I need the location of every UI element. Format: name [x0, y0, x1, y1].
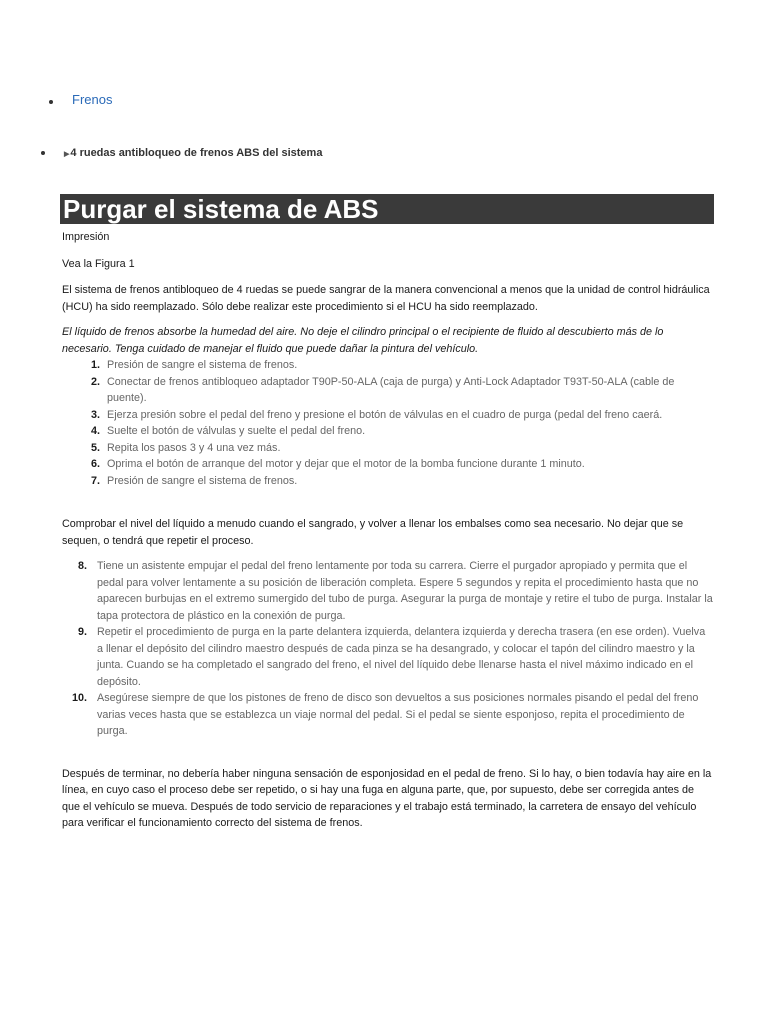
step-text: Conectar de frenos antibloqueo adaptador T90P-50-ALA (caja de purga) y Anti-Lock Adaptador T93T-50-ALA (cable de puente). — [107, 375, 675, 404]
step-number: 7. — [90, 474, 100, 487]
list-item — [62, 558, 714, 624]
list-item — [62, 423, 714, 440]
step-text: Presión de sangre el sistema de frenos. — [107, 359, 298, 371]
page-title-bar — [60, 194, 714, 224]
step-text: Presión de sangre el sistema de frenos. — [107, 474, 298, 487]
print-label[interactable]: Impresión — [62, 231, 110, 243]
step-text: Oprima el botón de arranque del motor y dejar que el motor de la bomba funcione durante 1 minuto. — [107, 458, 585, 470]
step-text: Suelte el botón de válvulas y suelte el pedal del freno. — [107, 425, 366, 437]
step-text: Repita los pasos 3 y 4 una vez más. — [107, 441, 281, 454]
list-item — [62, 374, 714, 407]
step-number: 9. — [77, 626, 87, 638]
step-text: Asegúrese siempre de que los pistones de freno de disco son devueltos a sus posiciones normales pisando el pedal del freno varias veces hasta que se establezca un viaje normal del pedal. Si el pedal se siente esponjoso, repita el procedimiento de purga. — [97, 692, 699, 737]
list-item — [62, 473, 714, 490]
step-number: 6. — [90, 458, 100, 470]
step-number: 5. — [90, 441, 100, 454]
bullet-icon — [41, 151, 45, 155]
warning-paragraph: El líquido de frenos absorbe la humedad del aire. No deje el cilindro principal o el recipiente de fluido al descubierto más de lo necesario. Tenga cuidado de manejar el fluido que puede dañar la pintura del vehículo. — [62, 326, 664, 355]
step-number: 1. — [90, 359, 100, 371]
step-number: 2. — [90, 375, 100, 388]
arrow-right-icon: ▶ — [64, 151, 70, 158]
breadcrumb-subcategory-label: 4 ruedas antibloqueo de frenos ABS del sistema — [70, 147, 323, 159]
step-text: Ejerza presión sobre el pedal del freno y presione el botón de válvulas en el cuadro de purga (pedal del freno caerá. — [107, 408, 663, 421]
list-item — [62, 624, 714, 690]
list-item — [62, 407, 714, 424]
bullet-icon — [49, 100, 53, 104]
step-number: 4. — [90, 425, 100, 437]
steps-list-continued — [62, 558, 714, 740]
list-item — [62, 357, 714, 374]
breadcrumb-subcategory[interactable] — [64, 147, 322, 159]
intro-paragraph: El sistema de frenos antibloqueo de 4 ruedas se puede sangrar de la manera convencional a menos que la unidad de control hidráulica (HCU) ha sido reemplazado. Sólo debe realizar este procedimiento si el HCU ha sido reemplazado. — [62, 284, 710, 313]
final-paragraph: Después de terminar, no debería haber ninguna sensación de esponjosidad en el pedal de freno. Si lo hay, o bien todavía hay aire en la línea, en cuyo caso el proceso debe ser repetido, o si hay una fuga en alguna parte, que, por supuesto, debe ser corregida antes de que el vehículo se mueva. Después de todo servicio de reparaciones y el trabajo está terminado, la carretera de ensayo del vehículo para verificar el funcionamiento correcto del sistema de frenos. — [62, 767, 712, 829]
step-number: 10. — [71, 692, 87, 704]
page-title: Purgar el sistema de ABS — [63, 194, 379, 224]
list-item — [62, 690, 714, 740]
list-item — [62, 440, 714, 457]
step-text: Repetir el procedimiento de purga en la parte delantera izquierda, delantera izquierda y derecha trasera (en ese orden). Vuelva a llenar el depósito del cilindro maestro después de cada pinza se ha desangrado, y colocar el tapón del cilindro maestro y la junta. Cuando se ha completado el sangrado del freno, el nivel del líquido debe llenarse hasta el nivel máximo indicado en el depósito. — [97, 626, 706, 688]
figure-reference: Vea la Figura 1 — [62, 257, 135, 270]
article-body — [62, 229, 714, 832]
list-item — [62, 456, 714, 473]
step-text: Tiene un asistente empujar el pedal del freno lentamente por toda su carrera. Cierre el purgador apropiado y permita que el pedal para volver lentamente a su posición de liberación completa. Espere 5 segundos y repita el procedimiento hasta que no aparecen burbujas en el extremo sumergido del tubo de purga. Asegurar la purga de montaje y retire el tubo de purga. Instalar la tapa protectora de plástico en la conexión de purga. — [97, 560, 713, 622]
step-number: 8. — [77, 560, 87, 572]
step-number: 3. — [90, 408, 100, 421]
breadcrumb-link-frenos[interactable]: Frenos — [72, 92, 113, 107]
steps-list — [62, 357, 714, 489]
check-level-note: Comprobar el nivel del líquido a menudo cuando el sangrado, y volver a llenar los embalses como sea necesario. No dejar que se sequen, o tendrá que repetir el proceso. — [62, 518, 684, 547]
